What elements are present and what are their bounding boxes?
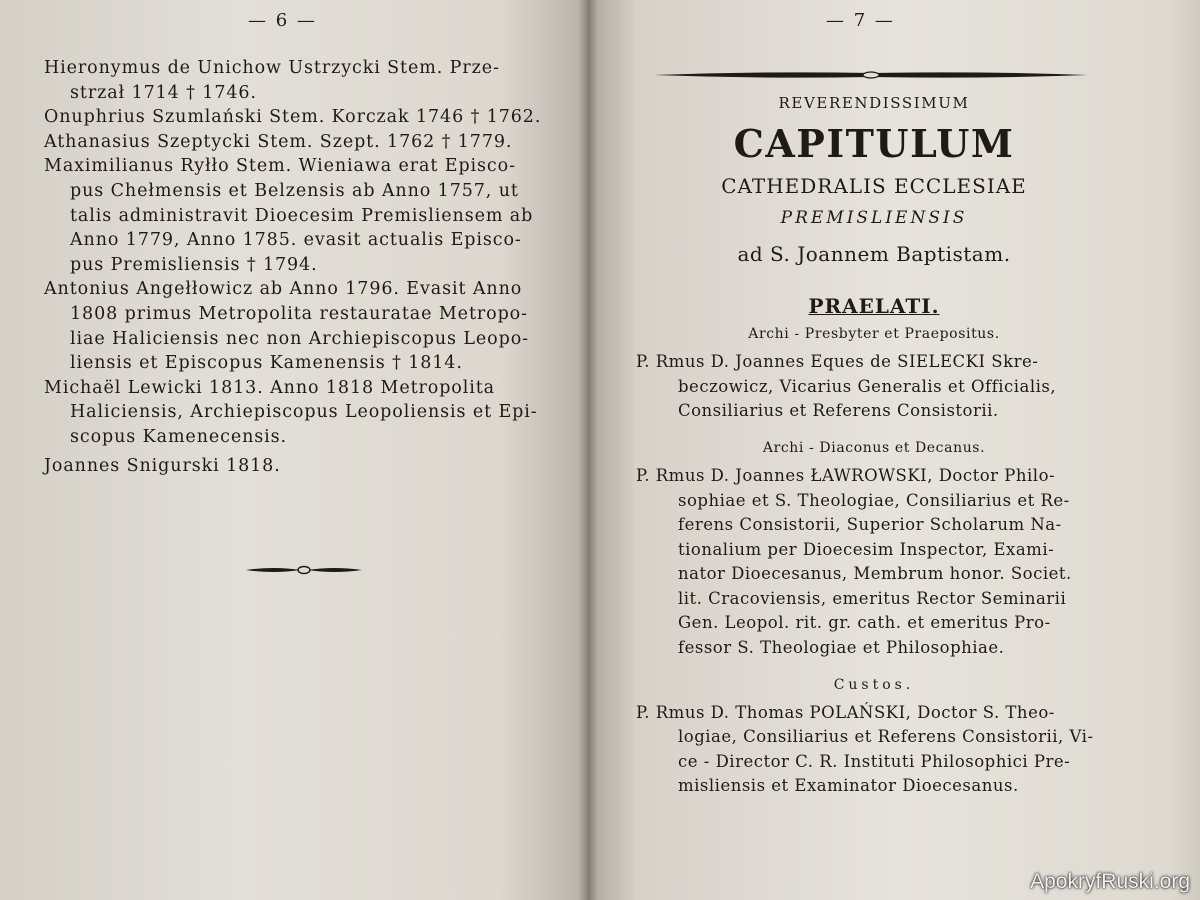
- ornament-divider-icon: [244, 563, 364, 577]
- prelate-line: ferens Consistorii, Superior Scholarum Na-: [678, 515, 1062, 534]
- entry-line: scopus Kamenecensis.: [70, 426, 287, 447]
- entry-line: strzał 1714 † 1746.: [70, 82, 257, 103]
- heading-premisliensis: PREMISLIENSIS: [780, 208, 968, 228]
- entry-line: talis administravit Dioecesim Premisliensem ab: [70, 205, 534, 226]
- prelate-line: fessor S. Theologiae et Philosophiae.: [678, 637, 1005, 657]
- entry-line: Anno 1779, Anno 1785. evasit actualis Episco-: [70, 230, 522, 251]
- prelate-line: sophiae et S. Theologiae, Consiliarius et Re-: [678, 490, 1070, 510]
- bishop-entry: [44, 154, 542, 277]
- prelate-line: logiae, Consiliarius et Referens Consistorii, Vi-: [678, 727, 1094, 746]
- watermark-text: ApokryfRuski.org: [1030, 870, 1190, 893]
- prelate-line: Gen. Leopol. rit. gr. cath. et emeritus Pro-: [678, 613, 1051, 632]
- entry-line: 1808 primus Metropolita restauratae Metropo-: [70, 303, 528, 324]
- prelate-line: lit. Cracoviensis, emeritus Rector Seminarii: [678, 588, 1067, 608]
- office-title: Custos.: [833, 676, 915, 693]
- office-title: Archi - Diaconus et Decanus.: [762, 440, 986, 456]
- bishop-entry: [44, 105, 542, 130]
- bishop-entry: [44, 376, 542, 450]
- entry-line: liensis et Episcopus Kamenensis † 1814.: [70, 353, 463, 374]
- entry-first-line: Antonius Angełłowicz ab Anno 1796. Evasit Anno: [44, 279, 523, 300]
- book-gutter: [578, 0, 598, 900]
- entry-first-line: Hieronymus de Unichow Ustrzycki Stem. Prze-: [44, 58, 500, 78]
- page-number-left: — 6 —: [248, 10, 317, 31]
- entry-first-line: Maximilianus Ryłło Stem. Wieniawa erat Episco-: [44, 156, 516, 177]
- ornament-rule-icon: [654, 68, 1088, 82]
- bishop-entry: [44, 130, 542, 155]
- prelate-entry: [636, 701, 1112, 799]
- prelate-first-line: P. Rmus D. Thomas POLAŃSKI, Doctor S. Theo-: [636, 702, 1055, 722]
- capitulum-section: [636, 92, 1112, 815]
- prelate-entry: [636, 350, 1112, 424]
- entry-line: Haliciensis, Archiepiscopus Leopoliensis et Epi-: [70, 402, 538, 423]
- prelate-first-line: P. Rmus D. Joannes ŁAWROWSKI, Doctor Philo-: [636, 466, 1056, 485]
- heading-dedication: ad S. Joannem Baptistam.: [737, 242, 1011, 266]
- prelate-line: Consiliarius et Referens Consistorii.: [678, 401, 999, 420]
- left-page-text: [44, 56, 542, 478]
- heading-reverendissimum: REVERENDISSIMUM: [778, 94, 970, 112]
- bishop-entry: [44, 454, 542, 479]
- prelate-line: beczowicz, Vicarius Generalis et Officialis,: [678, 376, 1057, 396]
- entry-first-line: Athanasius Szeptycki Stem. Szept. 1762 † 1779.: [44, 131, 513, 152]
- entry-first-line: Onuphrius Szumlański Stem. Korczak 1746 † 1762.: [44, 107, 542, 128]
- office-title: Archi - Presbyter et Praepositus.: [748, 326, 1000, 342]
- bishop-entry: [44, 56, 542, 105]
- prelate-entry: [636, 464, 1112, 660]
- prelate-line: nator Dioecesanus, Membrum honor. Societ.: [678, 564, 1072, 583]
- prelate-line: tionalium per Dioecesim Inspector, Exami-: [678, 539, 1055, 559]
- entry-line: liae Haliciensis nec non Archiepiscopus Leopo-: [70, 328, 529, 349]
- entry-line: pus Premisliensis † 1794.: [70, 254, 318, 275]
- left-page: [0, 0, 588, 900]
- entry-line: pus Chełmensis et Belzensis ab Anno 1757, ut: [70, 180, 519, 201]
- heading-capitulum: CAPITULUM: [733, 121, 1015, 166]
- heading-cathedralis: CATHEDRALIS ECCLESIAE: [721, 174, 1027, 198]
- page-number-right: — 7 —: [826, 10, 895, 31]
- entry-first-line: Joannes Snigurski 1818.: [44, 455, 281, 476]
- prelate-first-line: P. Rmus D. Joannes Eques de SIELECKI Skre-: [636, 352, 1039, 371]
- bishop-entry: [44, 277, 542, 375]
- prelate-line: ce - Director C. R. Instituti Philosophici Pre-: [678, 751, 1071, 771]
- prelate-line: misliensis et Examinator Dioecesanus.: [678, 776, 1019, 795]
- section-title-praelati: PRAELATI.: [808, 294, 940, 318]
- entry-first-line: Michaël Lewicki 1813. Anno 1818 Metropolita: [44, 377, 496, 398]
